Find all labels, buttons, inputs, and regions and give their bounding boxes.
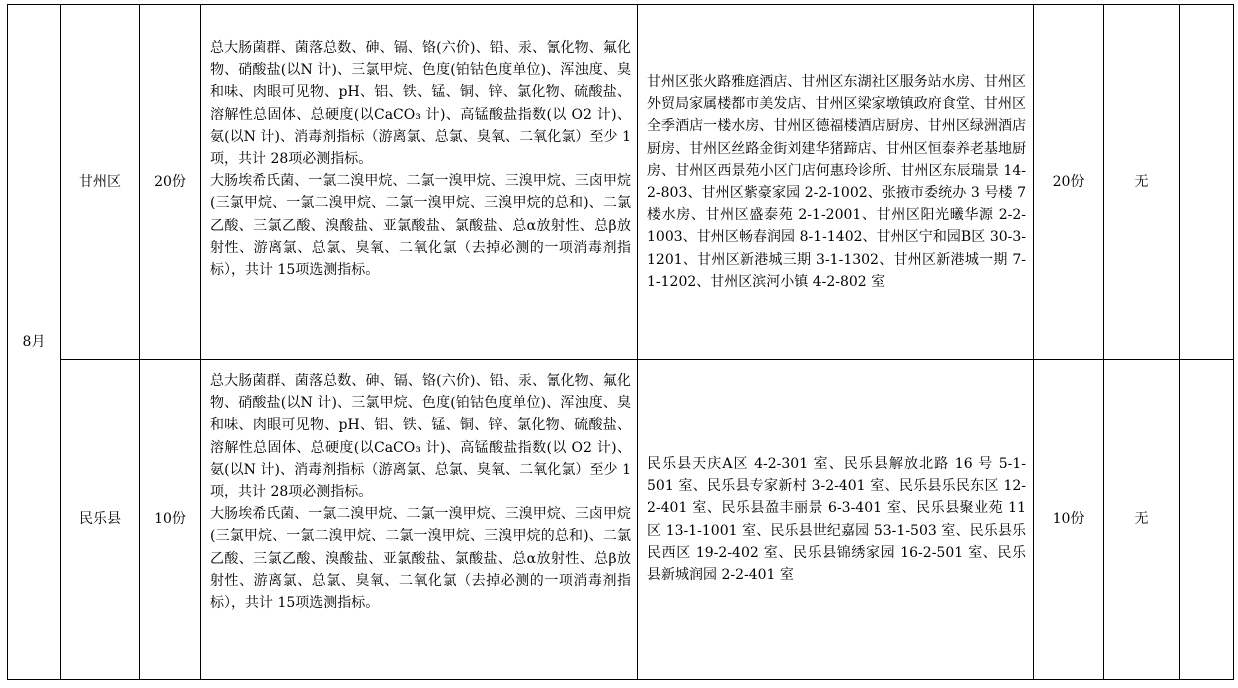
remark-cell: 无 bbox=[1104, 5, 1180, 360]
remark-cell: 无 bbox=[1104, 360, 1180, 680]
result-count-cell: 10份 bbox=[1034, 360, 1104, 680]
table-row bbox=[8, 360, 1234, 680]
sampling-sites-cell: 民乐县天庆A区 4-2-301 室、民乐县解放北路 16 号 5-1-501 室、民乐县专家新村 3-2-401 室、民乐县乐民东区 12-2-401 室、民乐县盈丰丽景 6-3-401 室、民乐县聚业苑 11 区 13-1-1001 室、民乐县世纪嘉园 53-1-503 室、民乐县乐民西区 19-2-402 室、民乐县锦绣家园 16-2-501 室、民乐县新城润园 2-2-401 室 bbox=[638, 360, 1034, 680]
district-cell: 民乐县 bbox=[61, 360, 140, 680]
sample-count-cell: 10份 bbox=[140, 360, 201, 680]
sample-count-cell: 20份 bbox=[140, 5, 201, 360]
table-row bbox=[8, 5, 1234, 360]
water-sampling-table bbox=[7, 4, 1234, 680]
optional-items-text: 大肠埃希氏菌、一氯二溴甲烷、二氯一溴甲烷、三溴甲烷、三卤甲烷(三氯甲烷、一氯二溴甲烷、二氯一溴甲烷、三溴甲烷的总和)、二氯乙酸、三氯乙酸、溴酸盐、亚氯酸盐、氯酸盐、总α放射性、总β放射性、游离氯、总氯、臭氧、二氧化氯（去掉必测的一项消毒剂指标），共计 15项选测指标。 bbox=[210, 506, 631, 612]
month-cell: 8月 bbox=[8, 5, 61, 680]
test-items-cell bbox=[201, 5, 638, 360]
district-cell: 甘州区 bbox=[61, 5, 140, 360]
empty-cell bbox=[1180, 5, 1234, 360]
result-count-cell: 20份 bbox=[1034, 5, 1104, 360]
required-items-text: 总大肠菌群、菌落总数、砷、镉、铬(六价)、铅、汞、氰化物、氟化物、硝酸盐(以N 计)、三氯甲烷、色度(铂钴色度单位)、浑浊度、臭和味、肉眼可见物、pH、铝、铁、锰、铜、锌、氯化物、硫酸盐、溶解性总固体、总硬度(以CaCO₃ 计)、高锰酸盐指数(以 O2 计)、氨(以N 计)、消毒剂指标（游离氯、总氯、臭氧、二氧化氯）至少 1项，共计 28项必测指标。 bbox=[210, 40, 631, 168]
test-items-cell bbox=[201, 360, 638, 680]
optional-items-text: 大肠埃希氏菌、一氯二溴甲烷、二氯一溴甲烷、三溴甲烷、三卤甲烷(三氯甲烷、一氯二溴甲烷、二氯一溴甲烷、三溴甲烷的总和)、二氯乙酸、三氯乙酸、溴酸盐、亚氯酸盐、氯酸盐、总α放射性、总β放射性、游离氯、总氯、臭氧、二氧化氯（去掉必测的一项消毒剂指标），共计 15项选测指标。 bbox=[210, 173, 631, 279]
empty-cell bbox=[1180, 360, 1234, 680]
sampling-sites-cell: 甘州区张火路雅庭酒店、甘州区东湖社区服务站水房、甘州区外贸局家属楼都市美发店、甘州区梁家墩镇政府食堂、甘州区全季酒店一楼水房、甘州区德福楼酒店厨房、甘州区绿洲酒店厨房、甘州区丝路金街刘建华猪蹄店、甘州区恒泰养老基地厨房、甘州区西景苑小区门店何惠玲诊所、甘州区东辰瑞景 14-2-803、甘州区紫豪家园 2-2-1002、张掖市委统办 3 号楼 7 楼水房、甘州区盛泰苑 2-1-2001、甘州区阳光曦华源 2-2-1003、甘州区畅春润园 8-1-1402、甘州区宁和园B区 30-3-1201、甘州区新港城三期 3-1-1302、甘州区新港城一期 7-1-1202、甘州区滨河小镇 4-2-802 室 bbox=[638, 5, 1034, 360]
required-items-text: 总大肠菌群、菌落总数、砷、镉、铬(六价)、铅、汞、氰化物、氟化物、硝酸盐(以N 计)、三氯甲烷、色度(铂钴色度单位)、浑浊度、臭和味、肉眼可见物、pH、铝、铁、锰、铜、锌、氯化物、硫酸盐、溶解性总固体、总硬度(以CaCO₃ 计)、高锰酸盐指数(以 O2 计)、氨(以N 计)、消毒剂指标（游离氯、总氯、臭氧、二氧化氯）至少 1项，共计 28项必测指标。 bbox=[210, 373, 631, 501]
